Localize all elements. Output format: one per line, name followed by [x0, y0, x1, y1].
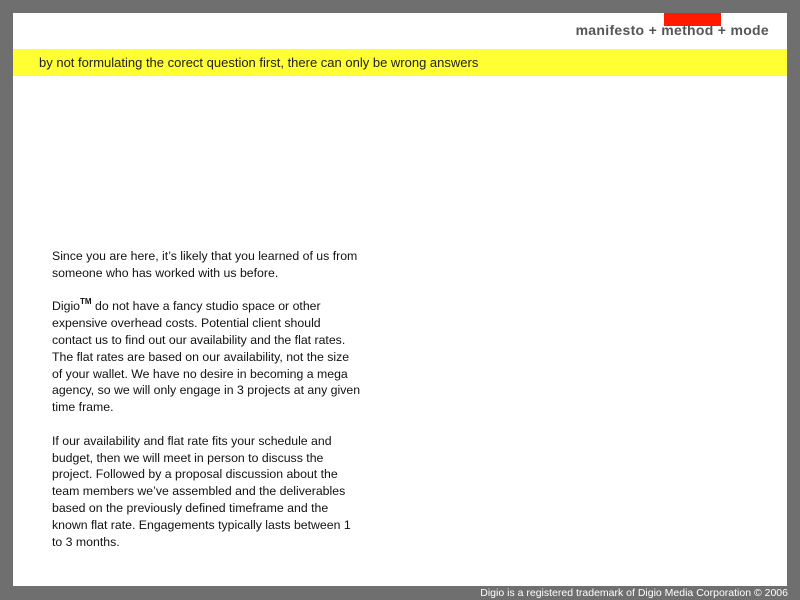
brand-name: Digio [52, 299, 81, 314]
tagline-banner [13, 49, 787, 76]
paragraph-studio [52, 298, 362, 416]
nav-title: manifesto + method + mode [575, 22, 769, 38]
paragraph-intro: Since you are here, it’s likely that you learned of us from someone who has worked with us before. [52, 249, 358, 280]
paragraph-studio-text: do not have a fancy studio space or other expensive overhead costs. Potential client should contact us to find out our availability and the flat rates. The flat rates are based on our availability, not the size of your wallet. We have no desire in becoming a mega agency, so we will only engage in 3 projects at any given time frame. [52, 299, 361, 415]
page-panel [13, 13, 787, 586]
main-content [52, 248, 362, 567]
paragraph-process: If our availability and flat rate fits your schedule and budget, then we will meet in person to discuss the project. Followed by a proposal discussion about the team members we’ve assembled and the deliverables based on the previously defined timeframe and the known flat rate. Engagements typically lasts between 1 to 3 months. [52, 433, 351, 549]
tagline-text: by not formulating the corect question first, there can only be wrong answers [39, 55, 479, 70]
footer-trademark: Digio is a registered trademark of Digio Media Corporation © 2006 [480, 587, 788, 599]
trademark-mark: TM [80, 297, 92, 307]
